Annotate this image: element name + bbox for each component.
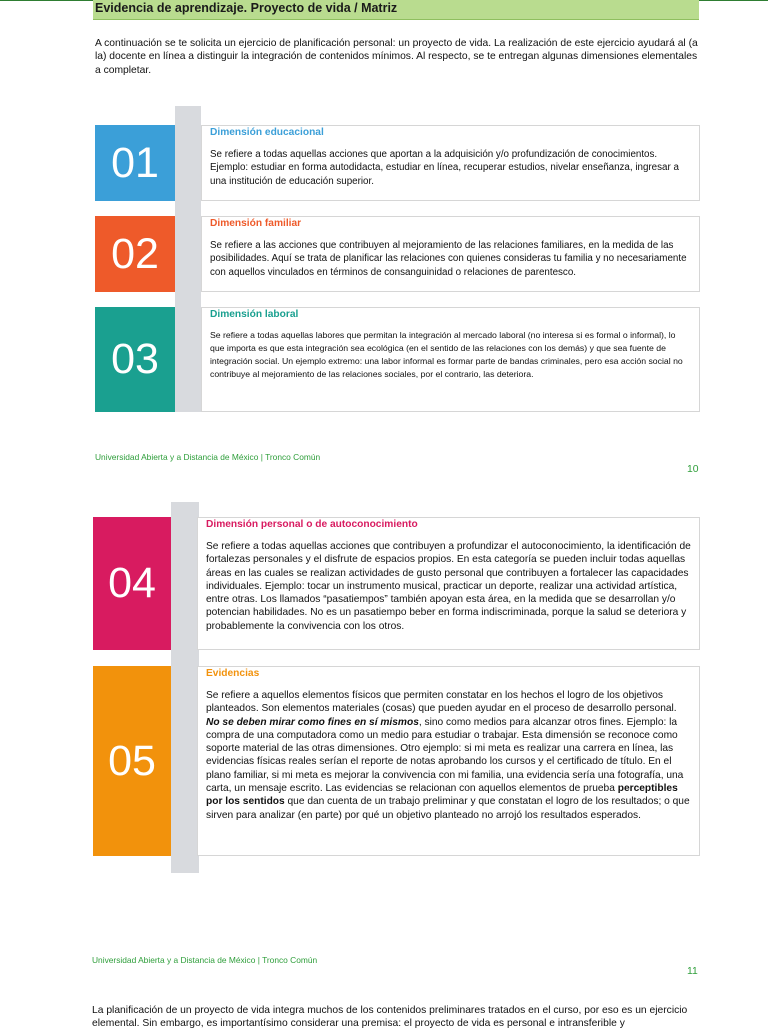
- dimension-card: [201, 216, 700, 292]
- page-number: 11: [687, 966, 698, 977]
- evidence-text-part: Se refiere a aquellos elementos físicos que permiten constatar en los hechos el logro de los objetivos planteados. Son elementos materiales (cosas) que pueden ayudar en el proceso de desarrollo personal.: [206, 690, 677, 715]
- dimension-number: 01: [111, 138, 159, 187]
- intro-paragraph: A continuación se te solicita un ejercicio de planificación personal: un proyecto de vida. La realización de este ejercicio ayudará al (a la) docente en línea a distinguir la integración de contenidos mínimos. Al respecto, se te entregan algunas dimensiones elementales a completar.: [95, 38, 698, 76]
- dimension-description: Se refiere a las acciones que contribuyen al mejoramiento de las relaciones familiares, en la medida de las posibilidades. Aquí se trata de planificar las relaciones con quienes consideras tu familia y no necesariamente con aquellos vinculados en términos de consanguinidad o relaciones de parentesco.: [210, 240, 687, 278]
- dimension-title: Dimensión laboral: [210, 309, 299, 320]
- dimension-number: 04: [108, 559, 156, 607]
- dimension-number-block: [95, 216, 175, 292]
- decorative-strip: [175, 106, 201, 412]
- dimension-title: Dimensión personal o de autoconocimiento: [206, 519, 418, 530]
- section-title: Evidencia de aprendizaje. Proyecto de vida / Matriz: [95, 1, 398, 15]
- dimension-number-block: [93, 666, 171, 856]
- dimension-description: Se refiere a todas aquellas acciones que aportan a la adquisición y/o profundización de conocimientos. Ejemplo: estudiar en forma autodidacta, estudiar en línea, recuperar estudios, nivelar enseñanza, ingresar a una institución de educación superior.: [210, 149, 679, 187]
- dimension-description: Se refiere a todas aquellas acciones que contribuyen a profundizar el autoconocimiento, la identificación de fortalezas personales y el disfrute de espacios propios. En esta categoría se pueden incluir todas aquellas áreas en las cuales se realizan actividades de gusto personal que contribuyen a fortalecer las capacidades individuales. Ejemplo: tocar un instrumento musical, practicar un deporte, realizar una actividad artística, entre otras. Los llamados “pasatiempos” también apoyan esta área, en la medida que se desarrollan y/o potencian habilidades. No es un pasatiempo beber en forma indiscriminada, porque la salud se deteriora y probablemente la convivencia con los otros.: [206, 541, 691, 632]
- decorative-strip: [171, 502, 199, 873]
- dimension-number: 03: [111, 335, 159, 383]
- dimension-title: Dimensión educacional: [210, 127, 324, 138]
- dimension-card: [197, 666, 700, 856]
- evidence-text-part: , sino como medios para alcanzar otros fines. Ejemplo: la compra de una computadora como un medio para estudiar o trabajar. Esta dimensión se reconoce como soporte material de las otras dimensiones. Otro ejemplo: si mi meta es realizar una carrera en línea, las evidencias físicas reales serían el reporte de notas aprobando los cursos y el certificado de título. En el plano familiar, si mi meta es mejorar la convivencia con mi familia, una evidencia sería una fotografía, una carta, un mensaje escrito. Las evidencias se relacionan con aquellos elementos de prueba: [206, 716, 684, 795]
- dimension-number: 02: [111, 229, 159, 278]
- page-number: 10: [687, 464, 699, 475]
- dimension-number-block: [93, 517, 171, 650]
- dimension-title: Dimensión familiar: [210, 218, 302, 229]
- footer-institution: Universidad Abierta y a Distancia de México | Tronco Común: [95, 452, 321, 462]
- dimension-description: Se refiere a todas aquellas labores que permitan la integración al mercado laboral (no interesa si es formal o informal), lo que importa es que esta integración sea ecológica (en el sentido de las relaciones con los demás) y que sea fuente de integración social. Un ejemplo extremo: una labor informal es formar parte de bandas criminales, pero esa acción social no contribuye al mejoramiento de las relaciones sociales, por el contrario, las deteriora.: [210, 330, 683, 380]
- evidence-emphasis: No se deben mirar como fines en sí mismos: [206, 716, 419, 728]
- evidence-bold: perceptibles por los sentidos: [206, 783, 678, 808]
- dimension-number: 05: [108, 736, 156, 785]
- footer-institution: Universidad Abierta y a Distancia de México | Tronco Común: [92, 955, 318, 965]
- closing-paragraph: La planificación de un proyecto de vida integra muchos de los contenidos preliminares tratados en el curso, por eso es un ejercicio elemental. Sin embargo, es importantísimo considerar una premisa: el proyecto de vida es personal e intransferible y: [92, 1005, 688, 1030]
- dimension-title: Evidencias: [206, 668, 260, 679]
- dimension-card: [197, 517, 700, 650]
- dimension-card: [201, 307, 700, 412]
- dimension-card: [201, 125, 700, 201]
- evidence-text-part: que dan cuenta de un trabajo preliminar y que constatan el logro de los resultados; o que sirven para analizar (en parte) por qué un objetivo planteado no arrojó los resultados esperados.: [206, 796, 690, 821]
- dimension-number-block: [95, 125, 175, 201]
- dimension-description: [206, 689, 691, 822]
- dimension-number-block: [95, 307, 175, 412]
- section-header: [93, 0, 699, 20]
